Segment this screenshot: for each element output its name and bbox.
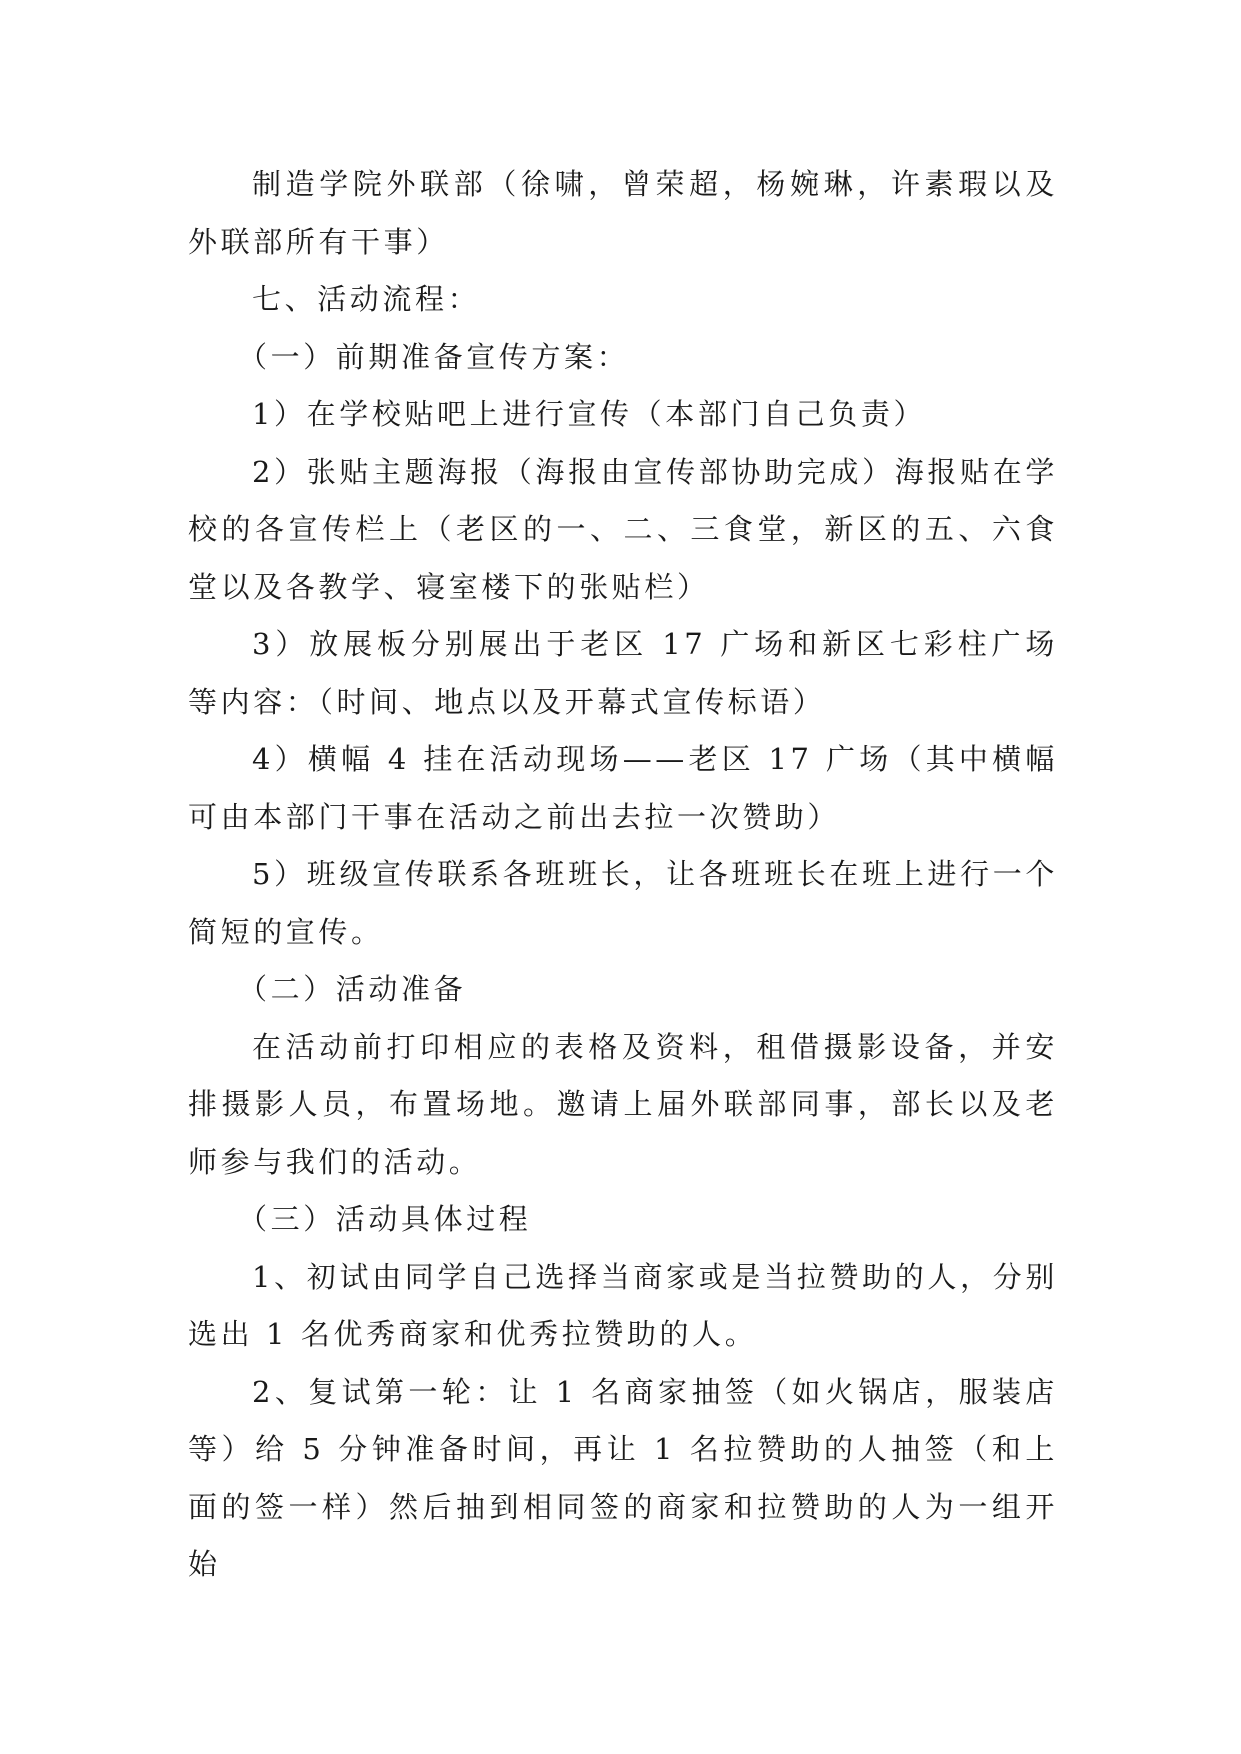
document-body <box>188 156 1058 1594</box>
process-step-1: 1、初试由同学自己选择当商家或是当拉赞助的人，分别选出 1 名优秀商家和优秀拉赞助的人。 <box>188 1259 1058 1351</box>
list-item-1: 1）在学校贴吧上进行宣传（本部门自己负责） <box>252 397 927 431</box>
paragraph-preparation: 在活动前打印相应的表格及资料，租借摄影设备，并安排摄影人员，布置场地。邀请上届外联部同事，部长以及老师参与我们的活动。 <box>188 1029 1058 1179</box>
list-item-2: 2）张贴主题海报（海报由宣传部协助完成）海报贴在学校的各宣传栏上（老区的一、二、三食堂，新区的五、六食堂以及各教学、寝室楼下的张贴栏） <box>188 454 1058 604</box>
list-item-3: 3）放展板分别展出于老区 17 广场和新区七彩柱广场等内容：（时间、地点以及开幕式宣传标语） <box>188 627 1058 719</box>
list-item-4: 4）横幅 4 挂在活动现场——老区 17 广场（其中横幅可由本部门干事在活动之前出去拉一次赞助） <box>188 742 1058 834</box>
subsection-heading-promotion-plan: （一）前期准备宣传方案： <box>238 339 630 374</box>
section-heading-activity-flow: 七、活动流程： <box>252 282 481 316</box>
list-item-5: 5）班级宣传联系各班班长，让各班班长在班上进行一个简短的宣传。 <box>188 857 1058 949</box>
paragraph-organizers: 制造学院外联部（徐啸，曾荣超，杨婉琳，许素瑕以及外联部所有干事） <box>188 167 1058 259</box>
process-step-2: 2、复试第一轮：让 1 名商家抽签（如火锅店，服装店等）给 5 分钟准备时间，再让 1 名拉赞助的人抽签（和上面的签一样）然后抽到相同签的商家和拉赞助的人为一组开始 <box>188 1374 1058 1581</box>
subsection-heading-process: （三）活动具体过程 <box>238 1202 532 1236</box>
subsection-heading-preparation: （二）活动准备 <box>238 972 467 1006</box>
